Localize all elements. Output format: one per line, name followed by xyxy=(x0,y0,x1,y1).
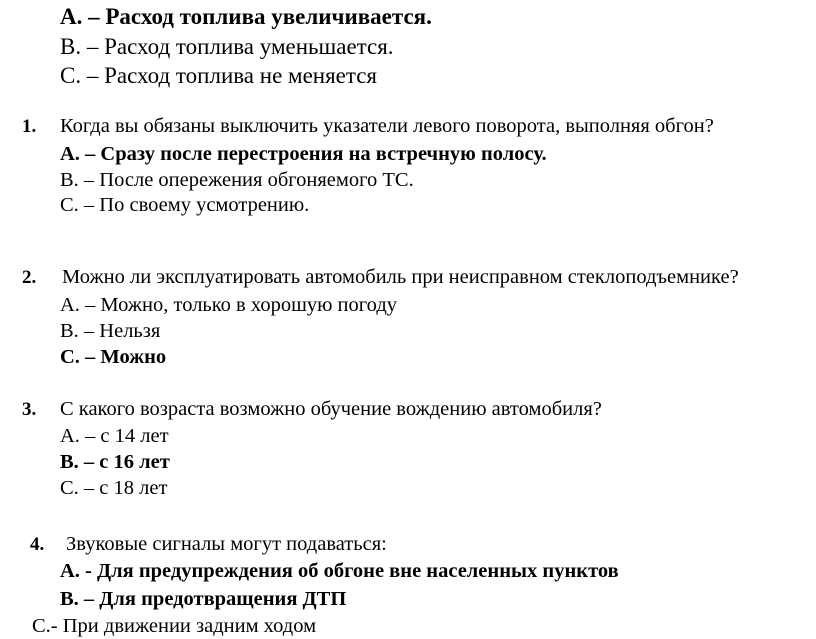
answer-c-q3: С. – с 18 лет xyxy=(60,477,168,499)
question-number-2: 2. xyxy=(22,267,37,288)
answer-a-block0: А. – Расход топлива увеличивается. xyxy=(60,4,432,29)
answer-b-block0: В. – Расход топлива уменьшается. xyxy=(60,34,394,59)
question-number-1: 1. xyxy=(22,116,37,137)
answer-a-q2: А. – Можно, только в хорошую погоду xyxy=(60,294,398,316)
question-text-2: Можно ли эксплуатировать автомобиль при неисправном стеклоподъемнике? xyxy=(62,266,739,288)
answer-c-q4: С.- При движении задним ходом xyxy=(32,615,317,637)
answer-a-q3: А. – с 14 лет xyxy=(60,425,169,447)
question-number-3: 3. xyxy=(22,399,37,420)
answer-b-q3: В. – с 16 лет xyxy=(60,451,170,473)
answer-c-q2: С. – Можно xyxy=(60,346,167,368)
answer-b-q2: В. – Нельзя xyxy=(60,320,161,342)
answer-b-q1: В. – После опережения обгоняемого ТС. xyxy=(60,169,414,191)
question-text-3: С какого возраста возможно обучение вождению автомобиля? xyxy=(60,398,602,420)
answer-c-block0: С. – Расход топлива не меняется xyxy=(60,63,378,88)
answer-a-q4: А. - Для предупреждения об обгоне вне населенных пунктов xyxy=(60,560,619,582)
question-number-4: 4. xyxy=(30,534,45,555)
question-text-4: Звуковые сигналы могут подаваться: xyxy=(66,533,387,555)
answer-b-q4: В. – Для предотвращения ДТП xyxy=(60,588,347,610)
answer-c-q1: С. – По своему усмотрению. xyxy=(60,194,310,216)
answer-a-q1: А. – Сразу после перестроения на встречную полосу. xyxy=(60,143,547,165)
question-text-1: Когда вы обязаны выключить указатели левого поворота, выполняя обгон? xyxy=(60,115,714,137)
